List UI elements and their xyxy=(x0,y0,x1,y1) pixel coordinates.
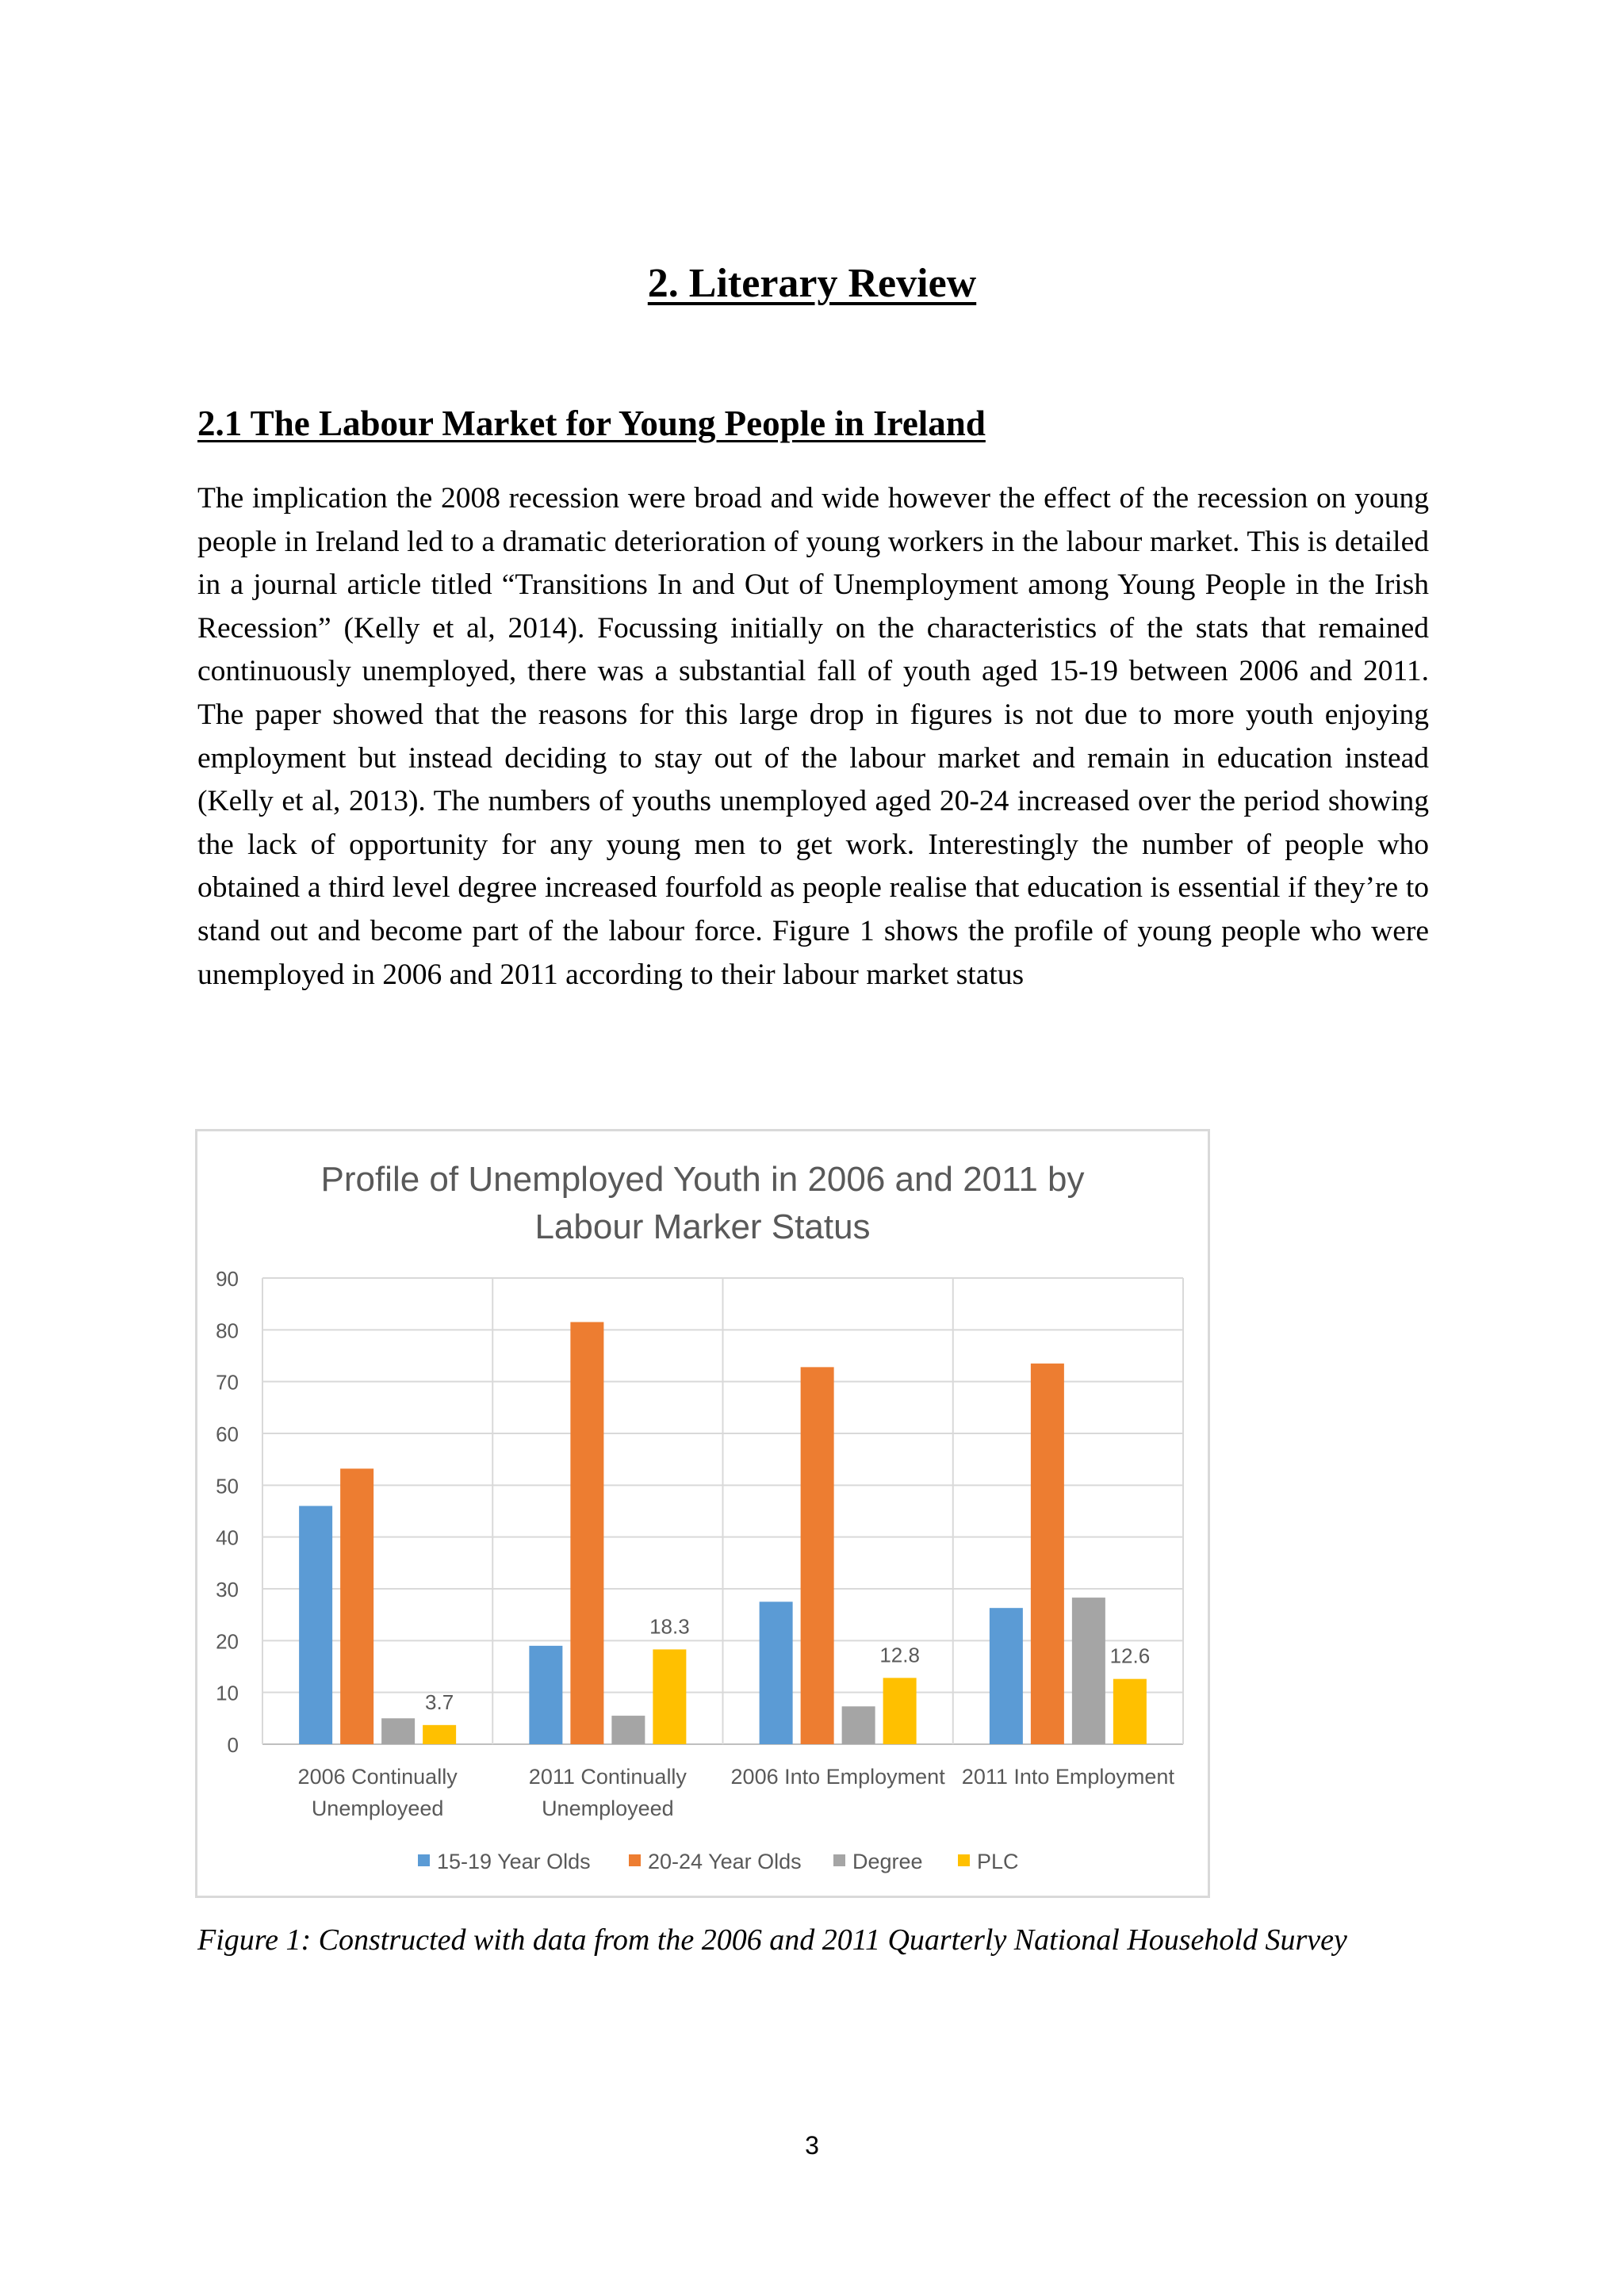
chart-title-line: Labour Marker Status xyxy=(534,1207,871,1246)
section-heading: 2.1 The Labour Market for Young People in Ireland xyxy=(197,404,986,443)
legend-entry: PLC xyxy=(977,1850,1019,1873)
data-label: 3.7 xyxy=(425,1689,454,1714)
figure-caption: Figure 1: Constructed with data from the 2006 and 2011 Quarterly National Household Survey xyxy=(197,1923,1347,1957)
legend-swatch xyxy=(958,1854,970,1866)
page-heading xyxy=(0,258,1624,309)
bar-15-19-year-olds xyxy=(760,1601,793,1744)
bar-degree xyxy=(1072,1598,1105,1744)
category-label: Unemployeed xyxy=(311,1797,444,1820)
category-label: 2011 Into Employment xyxy=(961,1765,1174,1789)
legend-entry: 15-19 Year Olds xyxy=(437,1850,591,1873)
bar-degree xyxy=(842,1706,875,1744)
y-tick-label: 80 xyxy=(216,1318,239,1343)
bar-plc xyxy=(1113,1679,1147,1744)
bar-15-19-year-olds xyxy=(529,1646,562,1744)
legend-entry: 20-24 Year Olds xyxy=(648,1850,802,1873)
data-label: 12.8 xyxy=(879,1643,920,1667)
bar-chart xyxy=(197,1131,1208,1896)
legend-swatch xyxy=(418,1854,430,1866)
category-label: 2006 Into Employment xyxy=(730,1765,945,1789)
chart-title-line: Profile of Unemployed Youth in 2006 and 2011 by xyxy=(320,1160,1085,1199)
bar-plc xyxy=(653,1649,686,1744)
bar-15-19-year-olds xyxy=(299,1506,332,1744)
bar-plc xyxy=(883,1678,917,1744)
bar-plc xyxy=(423,1725,456,1744)
page-number: 3 xyxy=(805,2131,819,2160)
y-tick-label: 10 xyxy=(216,1681,239,1705)
bar-degree xyxy=(611,1716,645,1744)
data-label: 12.6 xyxy=(1109,1644,1151,1668)
bar-20-24-year-olds xyxy=(570,1322,603,1744)
bar-degree xyxy=(381,1718,415,1744)
legend-entry: Degree xyxy=(852,1850,923,1873)
bar-20-24-year-olds xyxy=(801,1367,834,1744)
y-tick-label: 30 xyxy=(216,1578,239,1601)
category-label: Unemployeed xyxy=(542,1797,674,1820)
y-tick-label: 40 xyxy=(216,1525,239,1550)
y-tick-label: 20 xyxy=(216,1629,239,1654)
legend-swatch xyxy=(629,1854,641,1866)
y-tick-label: 90 xyxy=(216,1267,239,1291)
category-label: 2006 Continually xyxy=(297,1765,458,1789)
y-tick-label: 50 xyxy=(216,1474,239,1498)
chart-container xyxy=(195,1129,1210,1898)
y-tick-label: 0 xyxy=(227,1733,239,1757)
y-tick-label: 60 xyxy=(216,1422,239,1446)
page-heading-text: 2. Literary Review xyxy=(647,261,977,306)
data-label: 18.3 xyxy=(649,1614,690,1639)
bar-20-24-year-olds xyxy=(340,1468,373,1744)
bar-15-19-year-olds xyxy=(990,1608,1023,1744)
legend-swatch xyxy=(833,1854,845,1866)
y-tick-label: 70 xyxy=(216,1370,239,1395)
bar-20-24-year-olds xyxy=(1031,1364,1064,1744)
category-label: 2011 Continually xyxy=(528,1765,687,1789)
body-paragraph: The implication the 2008 recession were broad and wide however the effect of the recession on young people in Ireland led to a dramatic deterioration of young workers in the labour market. This is detailed in a journal article titled “Transitions In and Out of Unemployment among Young People in the Irish Recession” (Kelly et al, 2014). Focussing initially on the characteristics of the stats that remained continuously unemployed, there was a substantial fall of youth aged 15-19 between 2006 and 2011. The paper showed that the reasons for this large drop in figures is not due to more youth enjoying employment but instead deciding to stay out of the labour market and remain in education instead (Kelly et al, 2013). The numbers of youths unemployed aged 20-24 increased over the period showing the lack of opportunity for any young men to get work. Interestingly the number of people who obtained a third level degree increased fourfold as people realise that education is essential if they’re to stand out and become part of the labour force. Figure 1 shows the profile of young people who were unemployed in 2006 and 2011 according to their labour market status xyxy=(197,482,1429,991)
